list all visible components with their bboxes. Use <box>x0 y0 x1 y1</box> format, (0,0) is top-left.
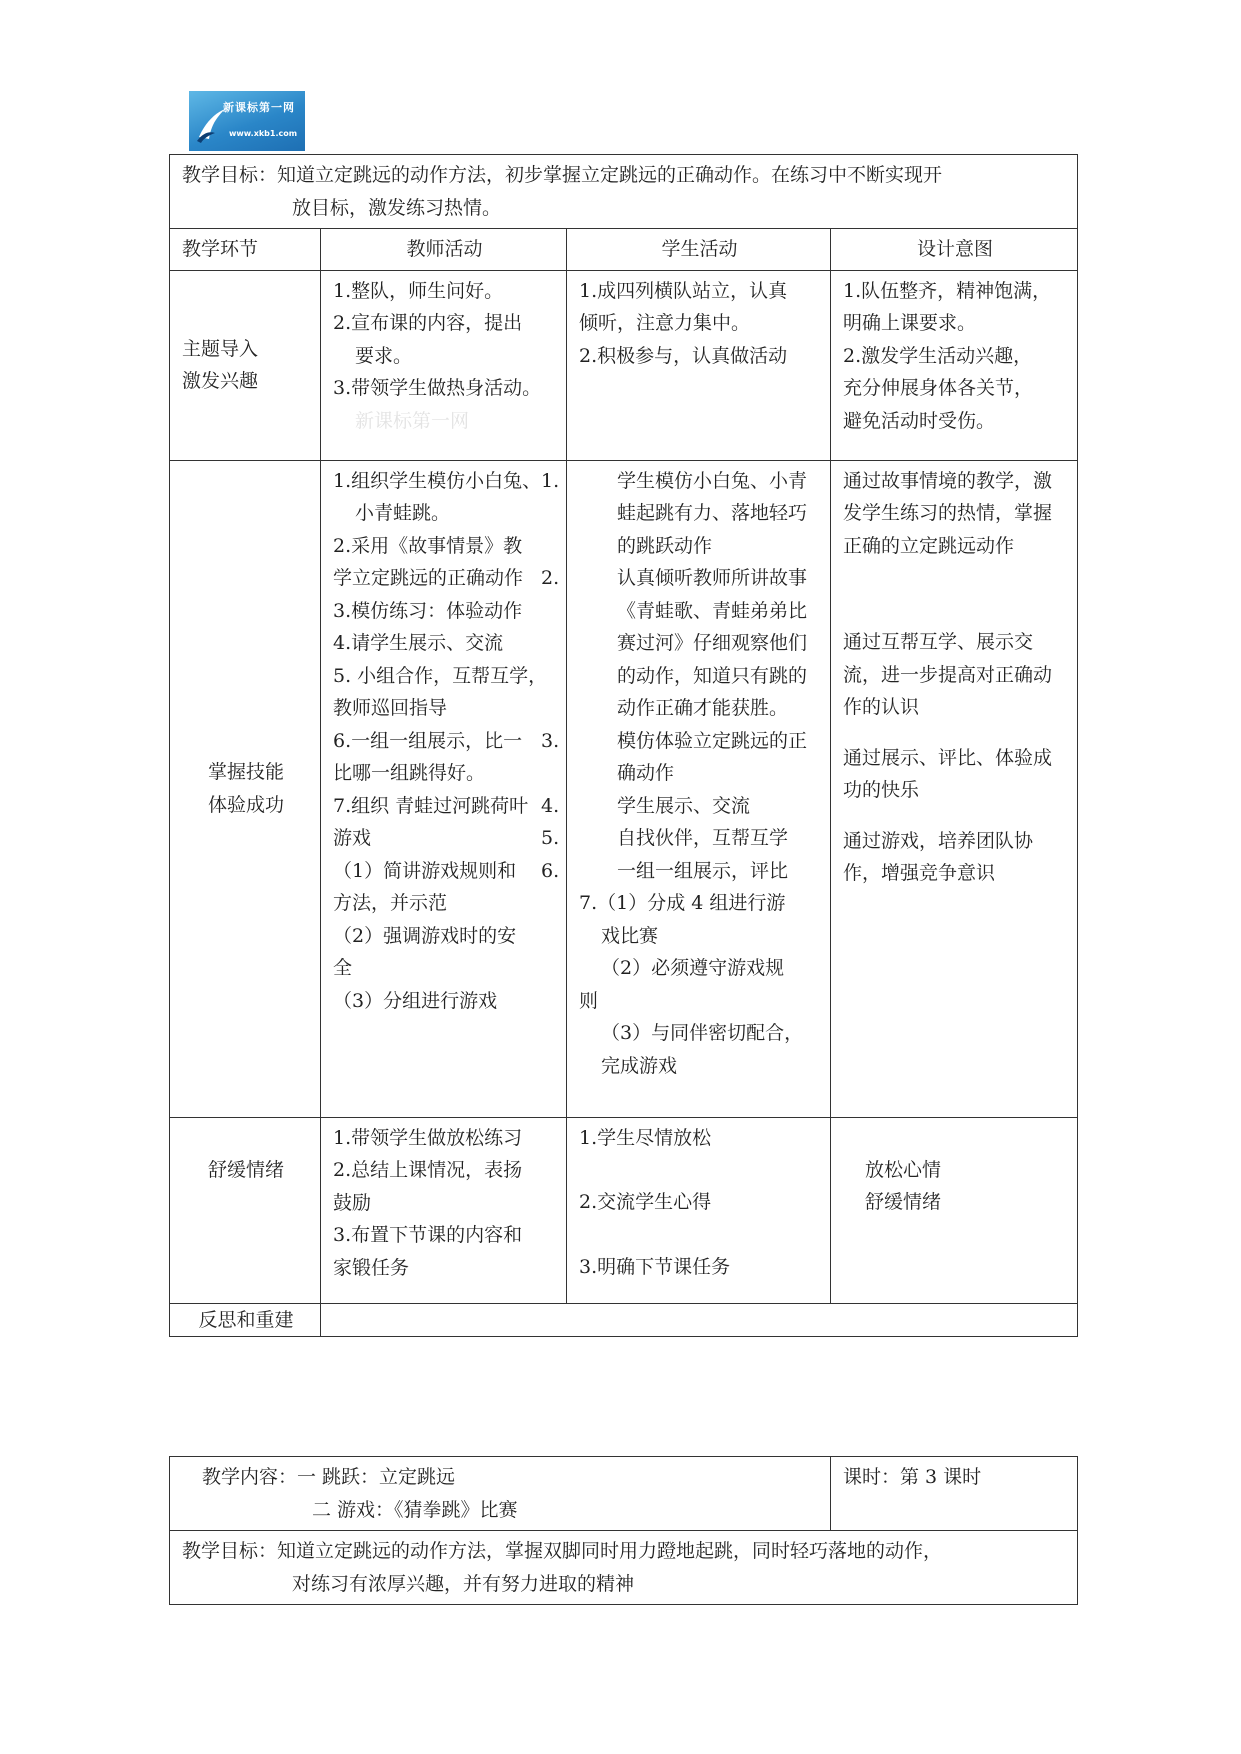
teacher-relax: 1.带领学生做放松练习 2.总结上课情况，表扬 鼓励 3.布置下节课的内容和 家锻任务 <box>321 1117 567 1303</box>
teacher-skill: 1.组织学生模仿小白兔、 小青蛙跳。 2.采用《故事情景》教 学立定跳远的正确动作 3.模仿练习：体验动作 4.请学生展示、交流 5. 小组合作，互帮互学， 教师巡回指导 6.一组一组展示，比一 比哪一组跳得好。 7.组织 青蛙过河跳荷叶 游戏 （1）简讲游戏规则和 方法，并示范 （2）强调游戏时的安 全 （3）分组进行游戏 <box>321 460 567 1117</box>
header-teacher: 教师活动 <box>321 229 567 271</box>
objective-label-2: 教学目标： <box>182 1540 278 1562</box>
content-label: 教学内容： <box>202 1466 298 1488</box>
objective-row-2 <box>170 1531 1078 1605</box>
lesson-plan-table-2 <box>169 1456 1078 1605</box>
header-row <box>170 229 1078 271</box>
objective-text-1: 知道立定跳远的动作方法，初步掌握立定跳远的正确动作。在练习中不断实现开 <box>277 164 943 186</box>
section-relax-row <box>170 1117 1078 1303</box>
section-intro-row <box>170 270 1078 460</box>
student-item-5: 5. 自找伙伴，互帮互学 <box>541 827 789 849</box>
student-relax: 1.学生尽情放松 2.交流学生心得 3.明确下节课任务 <box>567 1117 831 1303</box>
watermark-text: 新课标第一网 <box>355 409 470 432</box>
objective-text-2-2: 对练习有浓厚兴趣，并有努力进取的精神 <box>292 1572 635 1595</box>
content-item-2: 二 游戏：《猜拳跳》比赛 <box>312 1498 518 1521</box>
site-logo <box>189 91 305 151</box>
objective-text-2: 放目标，激发练习热情。 <box>292 196 502 219</box>
stage-relax: 舒缓情绪 <box>170 1117 321 1303</box>
student-intro: 1.成四列横队站立，认真 倾听，注意力集中。 2.积极参与，认真做活动 <box>567 270 831 460</box>
content-row <box>170 1457 1078 1531</box>
student-item-3: 3. 模仿体验立定跳远的正确动作 <box>541 729 808 784</box>
student-item-1: 1. 学生模仿小白兔、小青蛙起跳有力、落地轻巧的跳跃动作 <box>541 469 808 557</box>
logo-title: 新课标第一网 <box>223 101 295 114</box>
reflection-row <box>170 1303 1078 1337</box>
teacher-intro: 1.整队，师生问好。 2.宣布课的内容，提出 要求。 3.带领学生做热身活动。 新课标第一网 <box>321 270 567 460</box>
reflection-value <box>321 1303 1078 1337</box>
section-skill-row <box>170 460 1078 1117</box>
lesson-plan-table <box>169 154 1078 1337</box>
student-skill: 1. 学生模仿小白兔、小青蛙起跳有力、落地轻巧的跳跃动作 2. 认真倾听教师所讲故事《青蛙歌、青蛙弟弟比赛过河》仔细观察他们的动作，知道只有跳的动作正确才能获胜。 3. 模仿体验立定跳远的正确动作 4. 学生展示、交流 5. 自找伙伴，互帮互学 6. 一组一组展示，评比 7.（1）分成 4 组进行游 戏比赛 （2）必须遵守游戏规 则 （3）与同伴密切配合， 完成游戏 <box>567 460 831 1117</box>
header-student: 学生活动 <box>567 229 831 271</box>
stage-intro: 主题导入 激发兴趣 <box>170 270 321 460</box>
period-cell: 课时：第 3 课时 <box>831 1457 1078 1531</box>
objective-cell-2 <box>170 1531 1078 1605</box>
student-item-6: 6. 一组一组展示，评比 <box>541 859 789 882</box>
stage-skill: 掌握技能 体验成功 <box>170 460 321 1117</box>
header-intent: 设计意图 <box>831 229 1078 271</box>
intent-relax: 放松心情 舒缓情绪 <box>831 1117 1078 1303</box>
intent-skill: 通过故事情境的教学，激发学生练习的热情，掌握正确的立定跳远动作 通过互帮互学、展示交流，进一步提高对正确动作的认识 通过展示、评比、体验成功的快乐 通过游戏，培养团队协作，增强竞争意识 <box>831 460 1078 1117</box>
content-cell <box>170 1457 831 1531</box>
objective-cell <box>170 155 1078 229</box>
header-stage: 教学环节 <box>170 229 321 271</box>
objective-label: 教学目标： <box>182 164 278 186</box>
content-item-1: 一 跳跃：立定跳远 <box>297 1466 456 1488</box>
student-item-4: 4. 学生展示、交流 <box>541 794 751 817</box>
student-item-2: 2. 认真倾听教师所讲故事《青蛙歌、青蛙弟弟比赛过河》仔细观察他们的动作，知道只有跳的动作正确才能获胜。 <box>541 567 808 719</box>
reflection-label: 反思和重建 <box>170 1303 321 1337</box>
objective-row <box>170 155 1078 229</box>
logo-url: www.xkb1.com <box>229 129 298 138</box>
objective-text-2-1: 知道立定跳远的动作方法，掌握双脚同时用力蹬地起跳，同时轻巧落地的动作， <box>277 1540 943 1562</box>
intent-intro: 1.队伍整齐，精神饱满， 明确上课要求。 2.激发学生活动兴趣， 充分伸展身体各关节， 避免活动时受伤。 <box>831 270 1078 460</box>
